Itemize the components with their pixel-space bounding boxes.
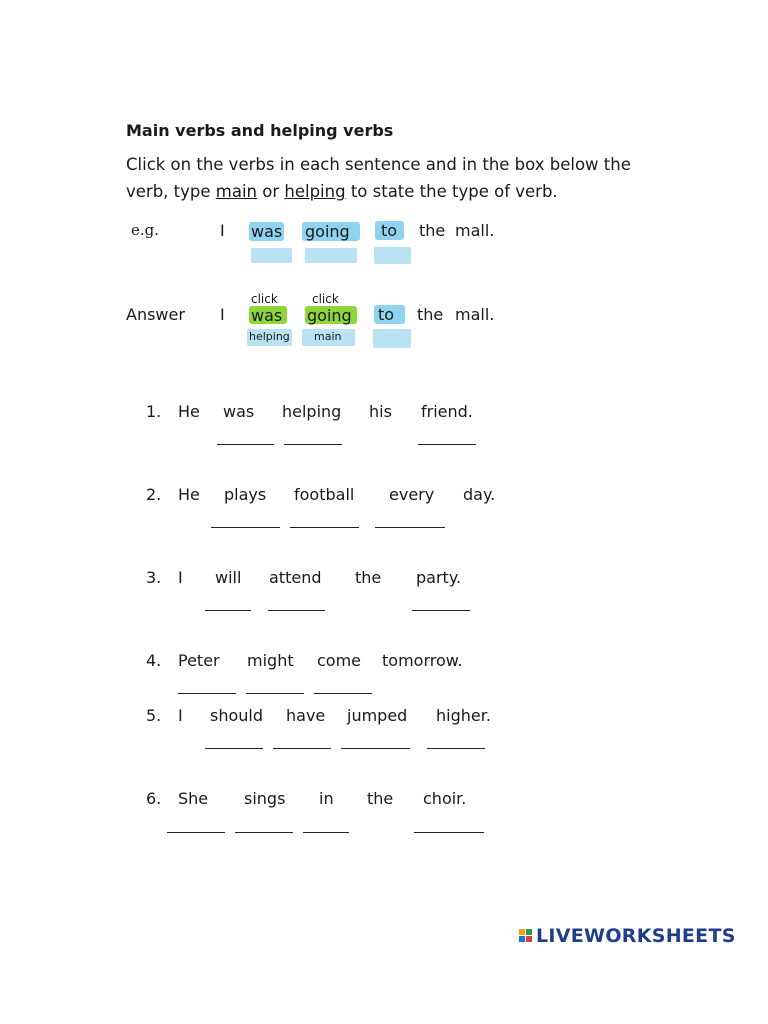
question-word[interactable]: She [178, 789, 209, 808]
question-word[interactable]: his [369, 402, 392, 421]
answer-word: going [307, 306, 352, 325]
example-answer-box [251, 248, 292, 263]
question-word[interactable]: plays [224, 485, 267, 504]
answer-blank[interactable] [341, 748, 410, 749]
answer-blank[interactable] [268, 610, 325, 611]
answer-word: mall. [455, 305, 495, 324]
instruction-text: to state the type of verb. [345, 182, 558, 201]
brand-logo-text[interactable]: LIVEWORKSHEETS [536, 925, 736, 947]
answer-blank[interactable] [418, 444, 476, 445]
question-word[interactable]: the [367, 789, 394, 808]
question-number: 2. [146, 485, 162, 504]
question-word[interactable]: higher. [436, 706, 491, 725]
question-word[interactable]: day. [463, 485, 496, 504]
keyword-main: main [215, 182, 258, 201]
example-label: e.g. [131, 221, 160, 239]
answer-blank[interactable] [167, 832, 225, 833]
question-word[interactable]: He [178, 402, 200, 421]
question-word[interactable]: jumped [347, 706, 408, 725]
question-word[interactable]: football [294, 485, 355, 504]
question-word[interactable]: I [178, 706, 183, 725]
answer-blank[interactable] [178, 693, 236, 694]
question-number: 5. [146, 706, 162, 725]
example-word: the [419, 221, 446, 240]
instruction-text: or [257, 182, 285, 201]
question-number: 4. [146, 651, 162, 670]
example-answer-box [374, 247, 411, 264]
question-word[interactable]: the [355, 568, 382, 587]
answer-blank[interactable] [235, 832, 293, 833]
answer-blank[interactable] [273, 748, 331, 749]
answer-blank[interactable] [314, 693, 372, 694]
example-answer-box [305, 248, 357, 263]
answer-blank[interactable] [205, 610, 251, 611]
question-word[interactable]: sings [244, 789, 286, 808]
question-word[interactable]: tomorrow. [382, 651, 463, 670]
click-label: click [251, 292, 278, 306]
question-number: 1. [146, 402, 162, 421]
question-number: 3. [146, 568, 162, 587]
worksheet-title: Main verbs and helping verbs [126, 121, 394, 140]
answer-blank[interactable] [246, 693, 304, 694]
question-word[interactable]: choir. [423, 789, 467, 808]
question-word[interactable]: helping [282, 402, 342, 421]
answer-blank[interactable] [414, 832, 484, 833]
question-word[interactable]: friend. [421, 402, 473, 421]
question-word[interactable]: He [178, 485, 200, 504]
answer-word: the [417, 305, 444, 324]
question-word[interactable]: every [389, 485, 435, 504]
question-word[interactable]: might [247, 651, 294, 670]
example-word: going [305, 222, 350, 241]
answer-box-text: helping [249, 330, 290, 343]
answer-blank[interactable] [217, 444, 274, 445]
question-word[interactable]: come [317, 651, 362, 670]
answer-blank[interactable] [211, 527, 280, 528]
question-word[interactable]: party. [416, 568, 462, 587]
instruction-text: verb, type [126, 182, 216, 201]
answer-box-empty [373, 329, 411, 348]
answer-blank[interactable] [375, 527, 445, 528]
question-word[interactable]: was [223, 402, 255, 421]
answer-blank[interactable] [412, 610, 470, 611]
question-word[interactable]: should [210, 706, 264, 725]
answer-word: to [378, 305, 395, 324]
question-word[interactable]: attend [269, 568, 322, 587]
question-number: 6. [146, 789, 162, 808]
answer-box-text: main [314, 330, 342, 343]
example-word: mall. [455, 221, 495, 240]
answer-blank[interactable] [205, 748, 263, 749]
liveworksheets-logo-icon [519, 929, 533, 943]
answer-blank[interactable] [290, 527, 359, 528]
example-word: was [251, 222, 283, 241]
answer-word: I [220, 305, 225, 324]
instruction-line-1: Click on the verbs in each sentence and in the box below the [126, 155, 631, 174]
answer-word: was [251, 306, 283, 325]
example-word: to [381, 221, 398, 240]
answer-label: Answer [126, 305, 185, 324]
answer-blank[interactable] [303, 832, 349, 833]
instruction-line-2 [126, 182, 558, 201]
question-word[interactable]: Peter [178, 651, 220, 670]
click-label: click [312, 292, 339, 306]
question-word[interactable]: I [178, 568, 183, 587]
question-word[interactable]: in [319, 789, 334, 808]
keyword-helping: helping [284, 182, 346, 201]
answer-blank[interactable] [284, 444, 342, 445]
question-word[interactable]: have [286, 706, 326, 725]
example-word: I [220, 221, 225, 240]
question-word[interactable]: will [215, 568, 242, 587]
answer-blank[interactable] [427, 748, 485, 749]
